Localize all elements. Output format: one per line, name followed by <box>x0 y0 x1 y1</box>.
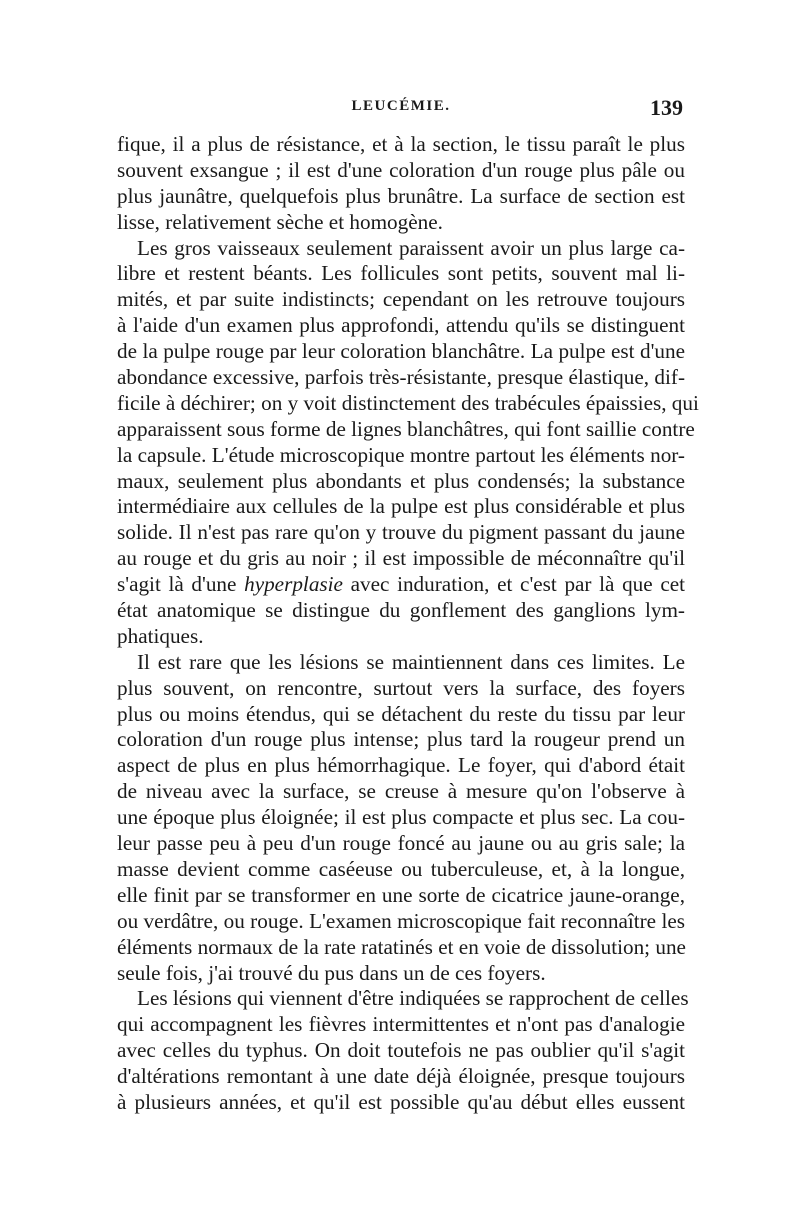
text-line: abondance excessive, parfois très-résistante, presque élastique, dif- <box>117 365 685 390</box>
italic-term: hyperplasie <box>244 572 343 597</box>
text-line: seule fois, j'ai trouvé du pus dans un de ces foyers. <box>117 960 546 985</box>
text-line: masse devient comme caséeuse ou tuberculeuse, et, à la longue, <box>117 856 685 881</box>
text-line: état anatomique se distingue du gonflement des ganglions lym- <box>117 598 685 623</box>
running-title: LEUCÉMIE. <box>351 98 451 114</box>
text-line: d'altérations remontant à une date déjà éloignée, presque toujours <box>117 1064 685 1089</box>
text-line: libre et restent béants. Les follicules sont petits, souvent mal li- <box>117 261 685 286</box>
text-line: la capsule. L'étude microscopique montre partout les éléments nor- <box>117 442 685 467</box>
paragraph <box>117 132 685 236</box>
text-line: apparaissent sous forme de lignes blanchâtres, qui font saillie contre <box>117 416 695 441</box>
text-line: solide. Il n'est pas rare qu'on y trouve du pigment passant du jaune <box>117 520 685 545</box>
text-line: lisse, relativement sèche et homogène. <box>117 209 443 234</box>
text-line: de niveau avec la surface, se creuse à mesure qu'on l'observe à <box>117 779 685 804</box>
text-line: plus jaunâtre, quelquefois plus brunâtre. La surface de section est <box>117 183 685 208</box>
text-line: mités, et par suite indistincts; cependant on les retrouve toujours <box>117 287 685 312</box>
text-line: Les lésions qui viennent d'être indiquées se rapprochent de celles <box>137 986 689 1011</box>
text-line: une époque plus éloignée; il est plus compacte et plus sec. La cou- <box>117 805 685 830</box>
text-segment: s'agit là d'une <box>117 572 237 597</box>
text-line: souvent exsangue ; il est d'une coloration d'un rouge plus pâle ou <box>117 157 685 182</box>
text-line: elle finit par se transformer en une sorte de cicatrice jaune-orange, <box>117 882 685 907</box>
page-number: 139 <box>650 95 683 120</box>
text-line: maux, seulement plus abondants et plus condensés; la substance <box>117 468 685 493</box>
paragraph <box>117 986 689 1115</box>
body-text <box>117 132 699 1116</box>
paragraph <box>117 650 685 987</box>
text-line: avec celles du typhus. On doit toutefois ne pas oublier qu'il s'agit <box>117 1038 685 1063</box>
text-line: qui accompagnent les fièvres intermittentes et n'ont pas d'analogie <box>117 1012 685 1037</box>
paragraph <box>117 235 699 650</box>
text-line: plus souvent, on rencontre, surtout vers la surface, des foyers <box>117 675 685 700</box>
text-line: intermédiaire aux cellules de la pulpe est plus considérable et plus <box>117 494 685 519</box>
text-line: fique, il a plus de résistance, et à la section, le tissu paraît le plus <box>117 132 685 156</box>
text-line: à l'aide d'un examen plus approfondi, attendu qu'ils se distinguent <box>117 313 685 338</box>
text-line: ficile à déchirer; on y voit distinctement des trabécules épaissies, qui <box>117 390 699 415</box>
text-line: de la pulpe rouge par leur coloration blanchâtre. La pulpe est d'une <box>117 339 685 364</box>
text-segment: avec induration, et c'est par là que cet <box>350 572 686 597</box>
text-line: plus ou moins étendus, qui se détachent du reste du tissu par leur <box>117 701 685 726</box>
text-line: Il est rare que les lésions se maintiennent dans ces limites. Le <box>137 649 685 674</box>
text-line: leur passe peu à peu d'un rouge foncé au jaune ou au gris sale; la <box>117 831 685 856</box>
text-line-with-italic <box>117 572 685 598</box>
text-line: phatiques. <box>117 623 204 648</box>
text-line: Les gros vaisseaux seulement paraissent avoir un plus large ca- <box>137 235 685 260</box>
text-line: à plusieurs années, et qu'il est possible qu'au début elles eussent <box>117 1089 685 1114</box>
text-line: aspect de plus en plus hémorrhagique. Le foyer, qui d'abord était <box>117 753 685 778</box>
book-page <box>117 95 699 1116</box>
text-line: au rouge et du gris au noir ; il est impossible de méconnaître qu'il <box>117 546 685 571</box>
text-line: ou verdâtre, ou rouge. L'examen microscopique fait reconnaître les <box>117 908 685 933</box>
text-line: coloration d'un rouge plus intense; plus tard la rougeur prend un <box>117 727 685 752</box>
text-line: éléments normaux de la rate ratatinés et en voie de dissolution; une <box>117 934 686 959</box>
page-header <box>117 95 685 124</box>
